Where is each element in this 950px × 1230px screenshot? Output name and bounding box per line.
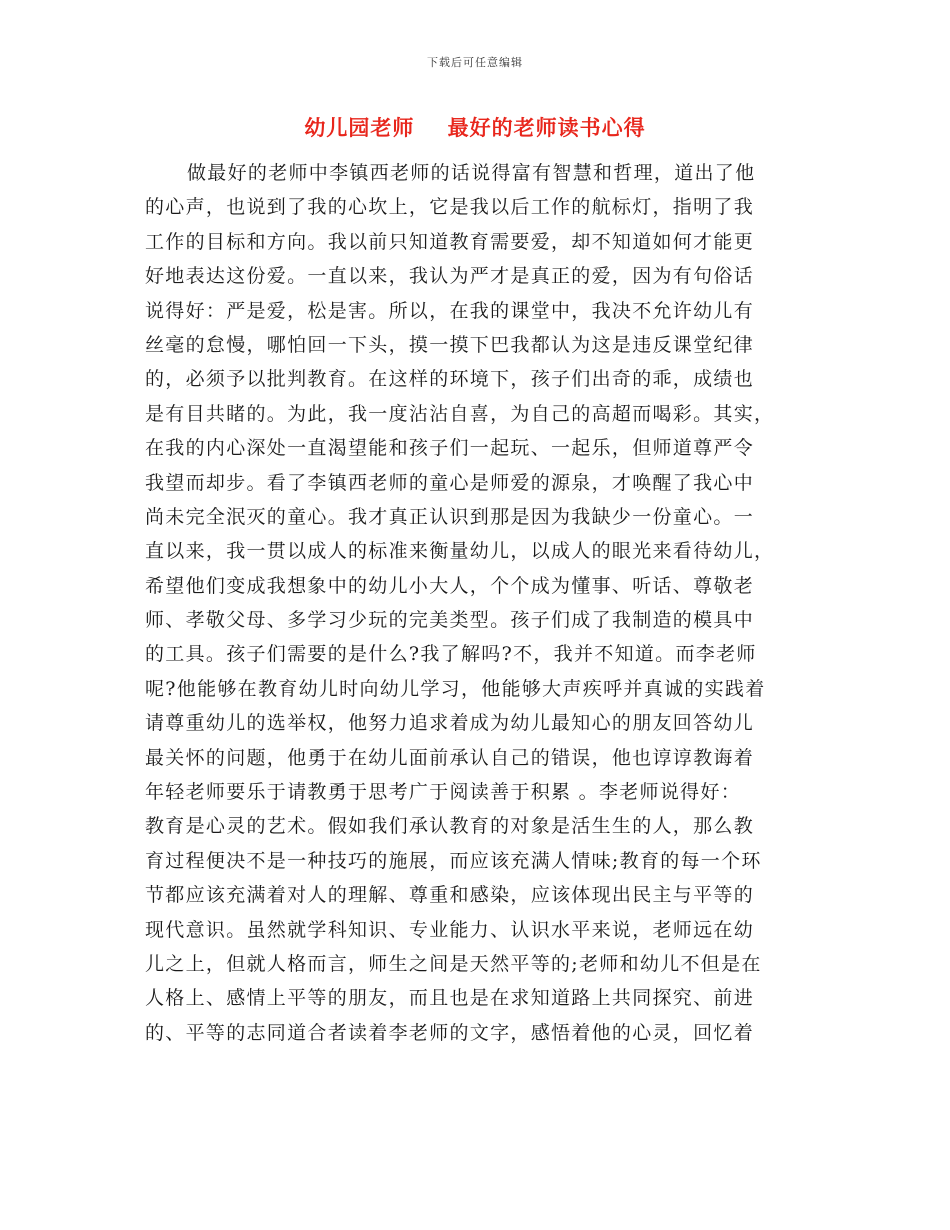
body-line: 在我的内心深处一直渴望能和孩子们一起玩、一起乐，但师道尊严令 [145, 437, 755, 460]
body-line: 尚未完全泯灭的童心。我才真正认识到那是因为我缺少一份童心。一 [145, 505, 755, 528]
body-line: 最关怀的问题，他勇于在幼儿面前承认自己的错误，他也谆谆教诲着 [145, 746, 755, 769]
body-line: 人格上、感情上平等的朋友，而且也是在求知道路上共同探究、前进 [145, 987, 755, 1010]
body-line: 丝毫的怠慢，哪怕回一下头，摸一摸下巴我都认为这是违反课堂纪律 [145, 333, 755, 356]
body-line: 年轻老师要乐于请教勇于思考广于阅读善于积累 。李老师说得好： [145, 781, 742, 804]
body-line: 我望而却步。看了李镇西老师的童心是师爱的源泉，才唤醒了我心中 [145, 471, 755, 494]
body-line: 好地表达这份爱。一直以来，我认为严才是真正的爱，因为有句俗话 [145, 265, 755, 288]
document-body [145, 156, 805, 1050]
page-header: 下载后可任意编辑 [427, 56, 523, 69]
body-line: 育过程便决不是一种技巧的施展，而应该充满人情味;教育的每一个环 [145, 849, 762, 872]
document-title: 幼儿园老师 最好的老师读书心得 [304, 115, 646, 140]
body-line: 希望他们变成我想象中的幼儿小大人，个个成为懂事、听话、尊敬老 [145, 574, 755, 597]
body-line: 直以来，我一贯以成人的标准来衡量幼儿，以成人的眼光来看待幼儿， [145, 540, 775, 563]
body-line: 教育是心灵的艺术。假如我们承认教育的对象是活生生的人，那么教 [145, 815, 755, 838]
body-line: 是有目共睹的。为此，我一度沾沾自喜，为自己的高超而喝彩。其实， [145, 402, 775, 425]
body-line: 现代意识。虽然就学科知识、专业能力、认识水平来说，老师远在幼 [145, 918, 755, 941]
body-line: 工作的目标和方向。我以前只知道教育需要爱，却不知道如何才能更 [145, 230, 755, 253]
body-line: 的工具。孩子们需要的是什么?我了解吗?不，我并不知道。而李老师 [145, 643, 757, 666]
body-line: 说得好：严是爱，松是害。所以，在我的课堂中，我决不允许幼儿有 [145, 299, 755, 322]
body-line: 请尊重幼儿的选举权，他努力追求着成为幼儿最知心的朋友回答幼儿 [145, 712, 755, 735]
body-line: 的心声，也说到了我的心坎上，它是我以后工作的航标灯，指明了我 [145, 196, 755, 219]
body-line: 做最好的老师中李镇西老师的话说得富有智慧和哲理，道出了他 [187, 162, 756, 184]
body-line: 的、平等的志同道合者读着李老师的文字，感悟着他的心灵，回忆着 [145, 1021, 755, 1044]
body-line: 的，必须予以批判教育。在这样的环境下，孩子们出奇的乖，成绩也 [145, 368, 755, 391]
body-line: 儿之上，但就人格而言，师生之间是天然平等的;老师和幼儿不但是在 [145, 952, 762, 975]
body-line: 节都应该充满着对人的理解、尊重和感染，应该体现出民主与平等的 [145, 884, 755, 907]
body-line: 呢?他能够在教育幼儿时向幼儿学习，他能够大声疾呼并真诚的实践着 [145, 677, 766, 700]
body-line: 师、孝敬父母、多学习少玩的完美类型。孩子们成了我制造的模具中 [145, 609, 755, 632]
